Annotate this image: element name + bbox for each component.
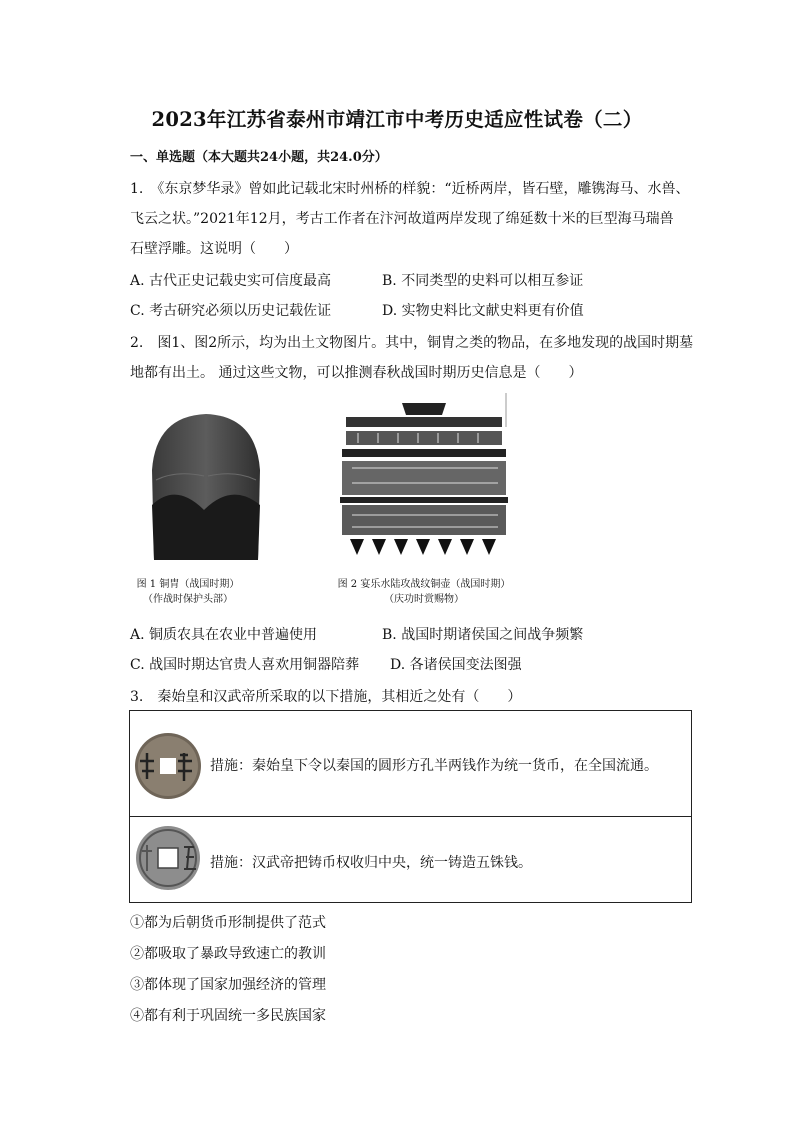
section-heading: 一、单选题（本大题共24小题，共24.0分） — [130, 150, 388, 165]
q3-item-4: ④都有利于巩固统一多民族国家 — [130, 1008, 326, 1024]
q2-option-d[interactable]: D. 各诸侯国变法图强 — [390, 657, 522, 673]
q1-line-2: 飞云之状。”2021年12月，考古工作者在汴河故道两岸发现了绵延数十米的巨型海马瑞兽 — [130, 211, 674, 227]
figure-1-caption-line-1: 图 1 铜胄（战国时期） — [136, 579, 240, 590]
q3-stem: 3. 秦始皇和汉武帝所采取的以下措施，其相近之处有（ ） — [130, 689, 522, 705]
figure-2-caption — [324, 577, 524, 607]
wu-zhu-coin-icon — [132, 823, 208, 893]
q2-option-c[interactable]: C. 战国时期达官贵人喜欢用铜器陪葬 — [130, 657, 360, 673]
q3-row-han-text: 措施：汉武帝把铸币权收归中央，统一铸造五铢钱。 — [210, 855, 532, 871]
q2-option-a[interactable]: A. 铜质农具在农业中普遍使用 — [130, 627, 318, 643]
q1-option-c[interactable]: C. 考古研究必须以历史记载佐证 — [130, 303, 332, 319]
q3-item-2: ②都吸取了暴政导致速亡的教训 — [130, 946, 326, 962]
q3-table-row-han — [130, 817, 691, 902]
page-title: 2023年江苏省泰州市靖江市中考历史适应性试卷（二） — [151, 108, 643, 131]
q3-table-row-qin — [130, 711, 691, 817]
bronze-pot-image — [338, 393, 510, 565]
q2-line-2: 地都有出土。 通过这些文物，可以推测春秋战国时期历史信息是（ ） — [130, 365, 583, 381]
q1-line-1: 1. 《东京梦华录》曾如此记载北宋时州桥的样貌：“近桥两岸，皆石壁，雕镌海马、水兽、 — [130, 181, 690, 197]
q3-item-1: ①都为后朝货币形制提供了范式 — [130, 915, 326, 931]
figure-1-caption — [128, 577, 248, 607]
bronze-helmet-image — [146, 410, 266, 565]
figure-1-caption-line-2: （作战时保护头部） — [143, 594, 233, 605]
ban-liang-coin-icon — [132, 731, 208, 801]
q1-option-b[interactable]: B. 不同类型的史料可以相互参证 — [382, 273, 584, 289]
q1-option-d[interactable]: D. 实物史料比文献史料更有价值 — [382, 303, 584, 319]
q2-line-1: 2. 图1、图2所示，均为出土文物图片。其中，铜胄之类的物品，在多地发现的战国时期墓 — [130, 335, 694, 351]
q1-option-a[interactable]: A. 古代正史记载史实可信度最高 — [130, 273, 332, 289]
figure-2-caption-line-2: （庆功时赏赐物） — [384, 594, 464, 605]
q2-option-b[interactable]: B. 战国时期诸侯国之间战争频繁 — [382, 627, 584, 643]
q3-item-3: ③都体现了国家加强经济的管理 — [130, 977, 326, 993]
q3-row-qin-text: 措施：秦始皇下令以秦国的圆形方孔半两钱作为统一货币，在全国流通。 — [210, 758, 658, 774]
q3-measures-table — [129, 710, 692, 903]
figure-2-caption-line-1: 图 2 宴乐水陆攻战纹铜壶（战国时期） — [337, 579, 511, 590]
q1-line-3: 石壁浮雕。这说明（ ） — [130, 241, 298, 257]
